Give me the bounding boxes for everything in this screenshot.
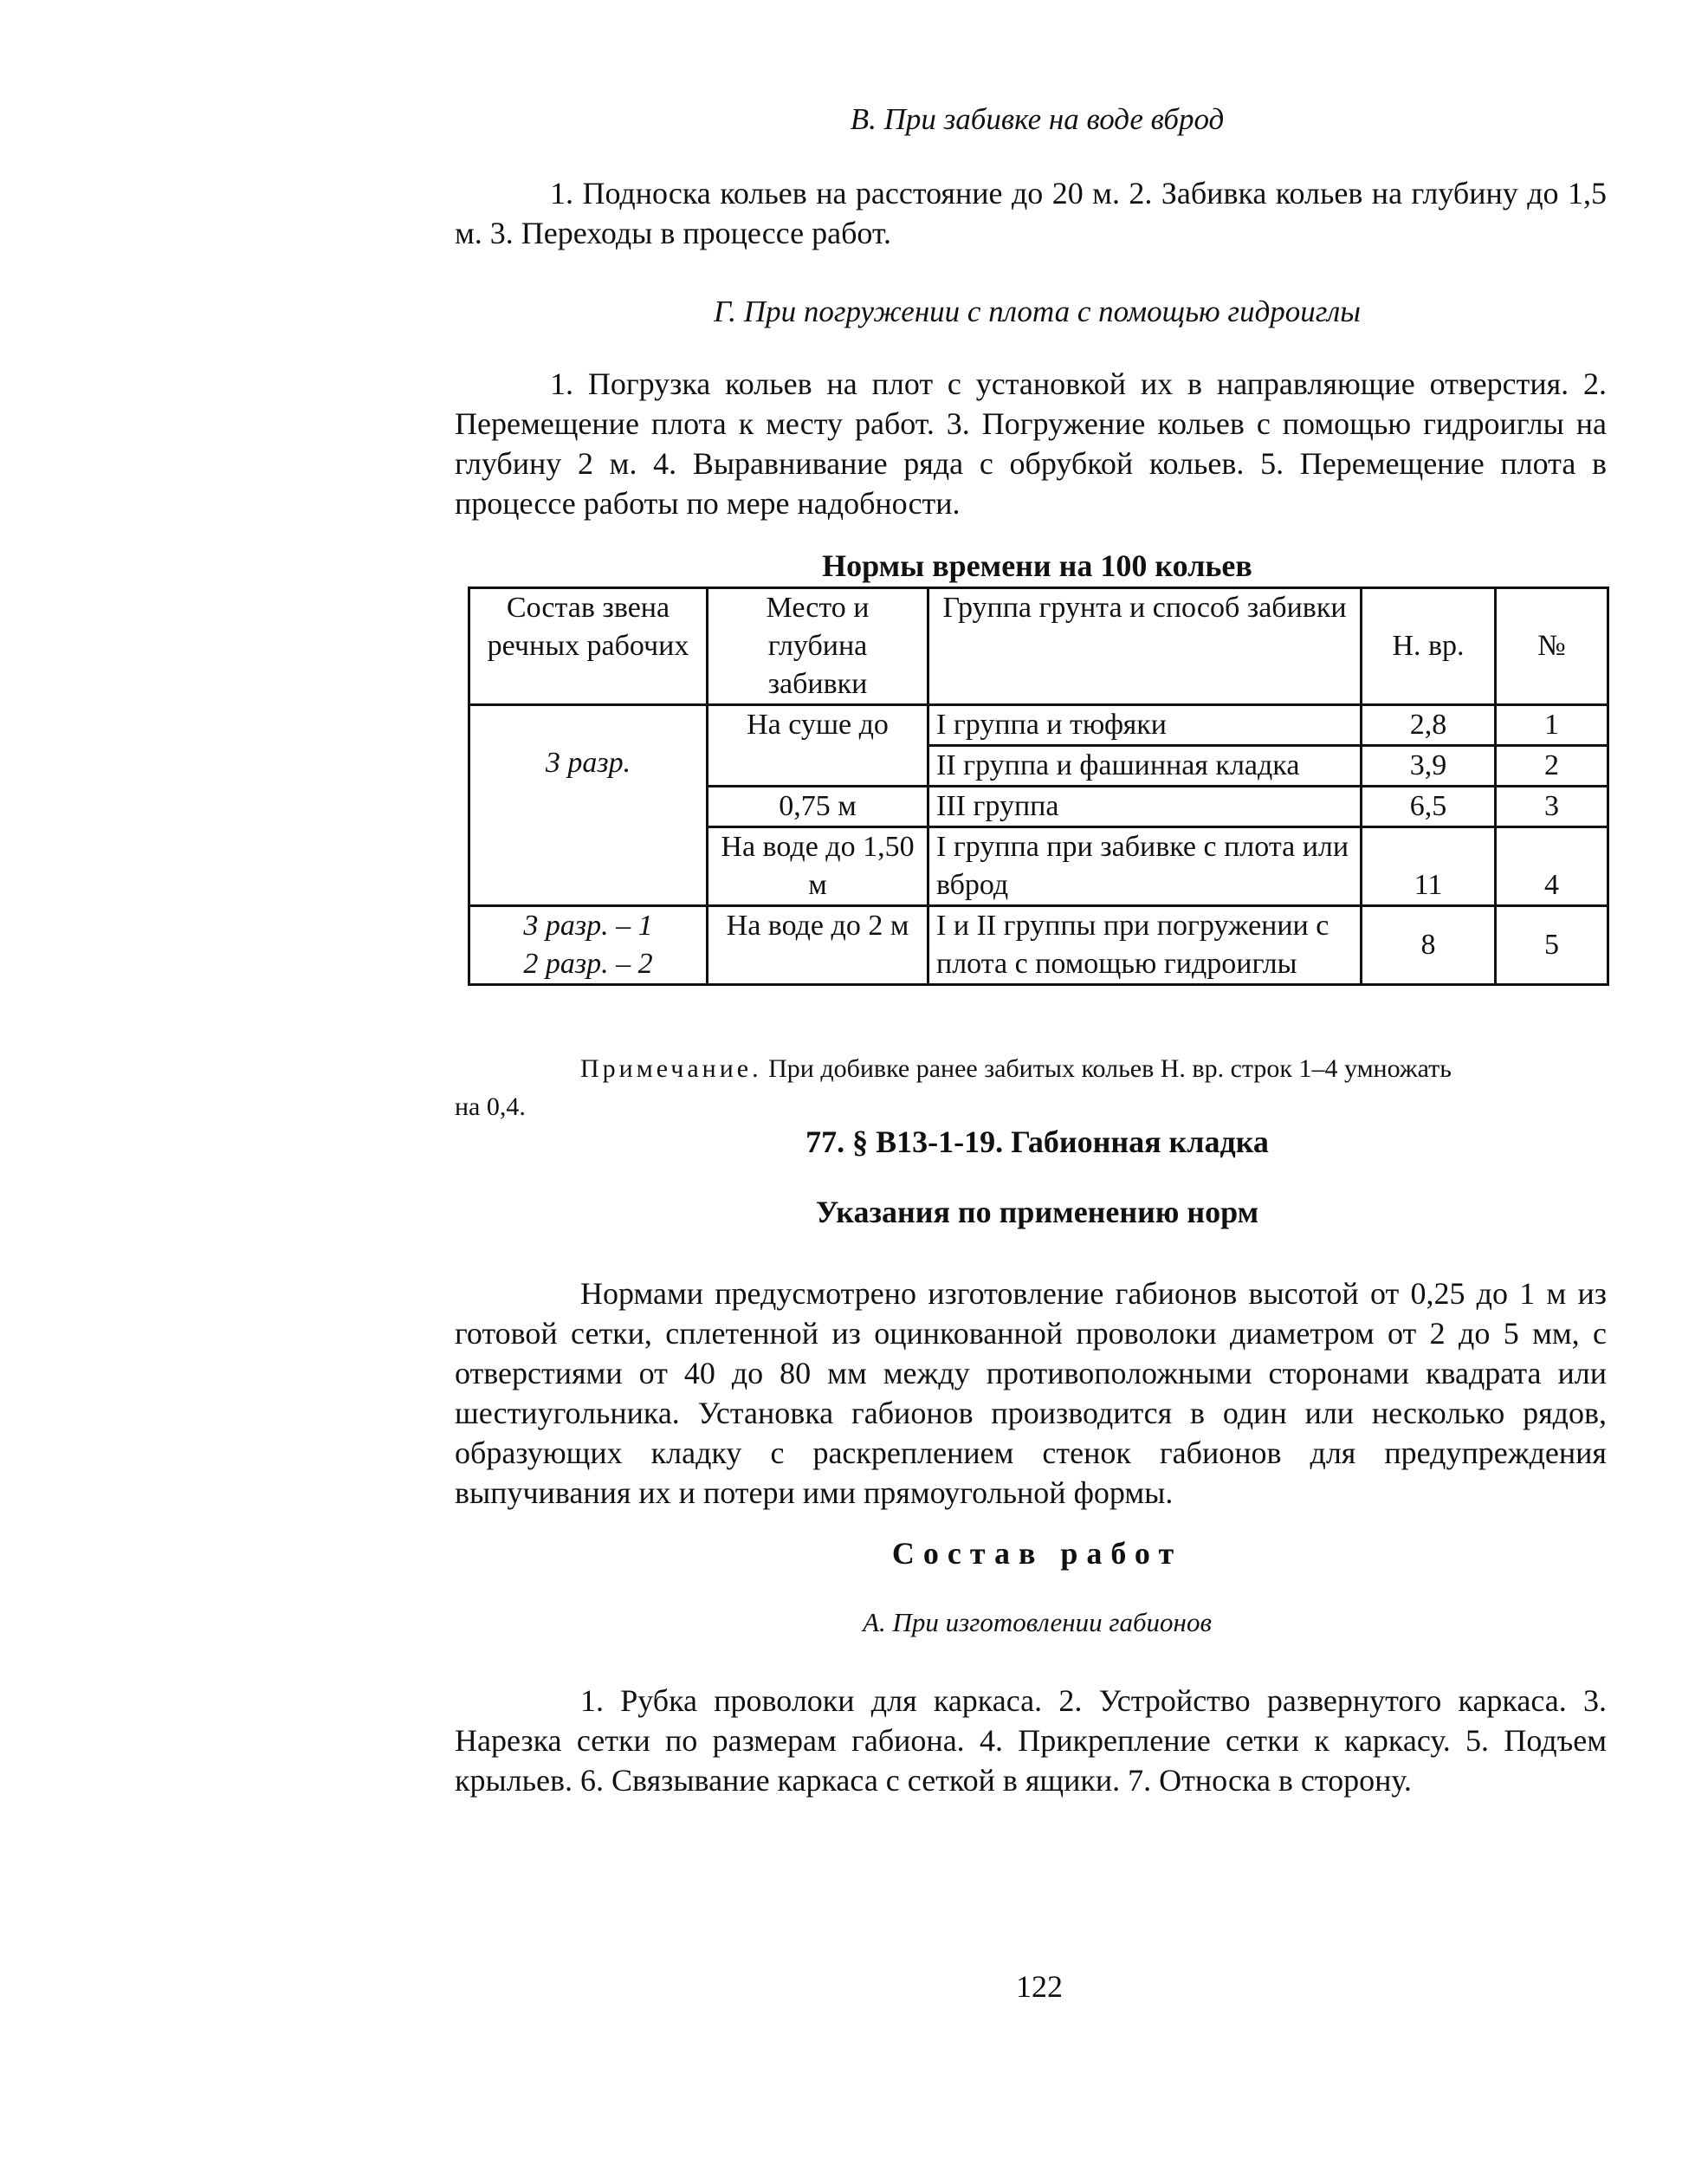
section-g-heading: Г. При погружении с плота с помощью гидроиглы — [714, 295, 1361, 328]
header-place: Место и глубина забивки — [708, 588, 928, 705]
table-row — [469, 906, 1608, 985]
cell-num: 1 — [1496, 705, 1608, 746]
cell-time: 8 — [1362, 906, 1496, 985]
cell-group: I группа и тюфяки — [928, 705, 1362, 746]
composition-paragraph-a: 1. Рубка проволоки для каркаса. 2. Устройство развернутого каркаса. 3. Нарезка сетки по размерам габиона. 4. Прикрепление сетки к каркасу. 5. Подъем крыльев. 6. Связывание каркаса с сеткой в ящики. 7. Относка в сторону. — [455, 1683, 1607, 1798]
composition-heading: Состав работ — [891, 1536, 1183, 1571]
cell-num: 5 — [1496, 906, 1608, 985]
cell-crew — [469, 906, 708, 985]
header-num: № — [1496, 588, 1608, 705]
norms-table — [468, 587, 1609, 986]
composition-sub-a: А. При изготовлении габионов — [863, 1607, 1212, 1637]
cell-num: 2 — [1496, 746, 1608, 787]
cell-crew-line-2: 2 разр. – 2 — [523, 948, 653, 980]
table-note-continued: на 0,4. — [455, 1092, 526, 1121]
cell-group: I и II группы при погружении с плота с помощью гидроиглы — [928, 906, 1362, 985]
section-77-subtitle: Указания по применению норм — [815, 1195, 1259, 1229]
cell-place: На воде до 1,50 м — [708, 827, 928, 906]
cell-time: 11 — [1362, 827, 1496, 906]
table-note-label: Примечание. — [580, 1054, 762, 1083]
cell-crew-line-1: 3 разр. – 1 — [523, 910, 653, 942]
cell-num: 3 — [1496, 787, 1608, 827]
cell-time: 3,9 — [1362, 746, 1496, 787]
cell-place: 0,75 м — [708, 787, 928, 827]
table-header-row — [469, 588, 1608, 705]
cell-group: II группа и фашинная кладка — [928, 746, 1362, 787]
cell-crew-text: 3 разр. — [545, 747, 631, 779]
page-number: 122 — [1016, 1969, 1063, 2004]
cell-num: 4 — [1496, 827, 1608, 906]
table-note — [580, 1051, 1611, 1087]
header-group: Группа грунта и способ забивки — [928, 588, 1362, 705]
section-77-title: 77. § В13-1-19. Габионная кладка — [805, 1124, 1269, 1159]
cell-time: 2,8 — [1362, 705, 1496, 746]
cell-time: 6,5 — [1362, 787, 1496, 827]
cell-place: На суше до — [708, 705, 928, 787]
cell-place: На воде до 2 м — [708, 906, 928, 985]
cell-group: I группа при забивке с плота или вброд — [928, 827, 1362, 906]
section-g-paragraph: 1. Погрузка кольев на плот с установкой их в направляющие отверстия. 2. Перемещение плота к месту работ. 3. Погружение кольев с помощью гидроиглы на глубину 2 м. 4. Выравнивание ряда с обрубкой кольев. 5. Перемещение плота в процессе работы по мере надобности. — [455, 366, 1607, 521]
table-row — [469, 705, 1608, 746]
table-title: Нормы времени на 100 кольев — [822, 548, 1252, 583]
table-note-text: При добивке ранее забитых кольев Н. вр. строк 1–4 умножать — [761, 1054, 1452, 1083]
cell-group: III группа — [928, 787, 1362, 827]
cell-crew — [469, 705, 708, 906]
section-v-heading: В. При забивке на воде вброд — [850, 102, 1225, 136]
section-77-paragraph: Нормами предусмотрено изготовление габионов высотой от 0,25 до 1 м из готовой сетки, сплетенной из оцинкованной проволоки диаметром от 2 до 5 мм, с отверстиями от 40 до 80 мм между противоположными сторонами квадрата или шестиугольника. Установка габионов производится в один или несколько рядов, образующих кладку с раскреплением стенок габионов для предупреждения выпучивания их и потери ими прямоугольной формы. — [455, 1276, 1607, 1510]
header-crew: Состав звена речных рабочих — [469, 588, 708, 705]
header-time: Н. вр. — [1362, 588, 1496, 705]
section-v-paragraph: 1. Подноска кольев на расстояние до 20 м. 2. Забивка кольев на глубину до 1,5 м. 3. Переходы в процессе работ. — [455, 176, 1607, 250]
